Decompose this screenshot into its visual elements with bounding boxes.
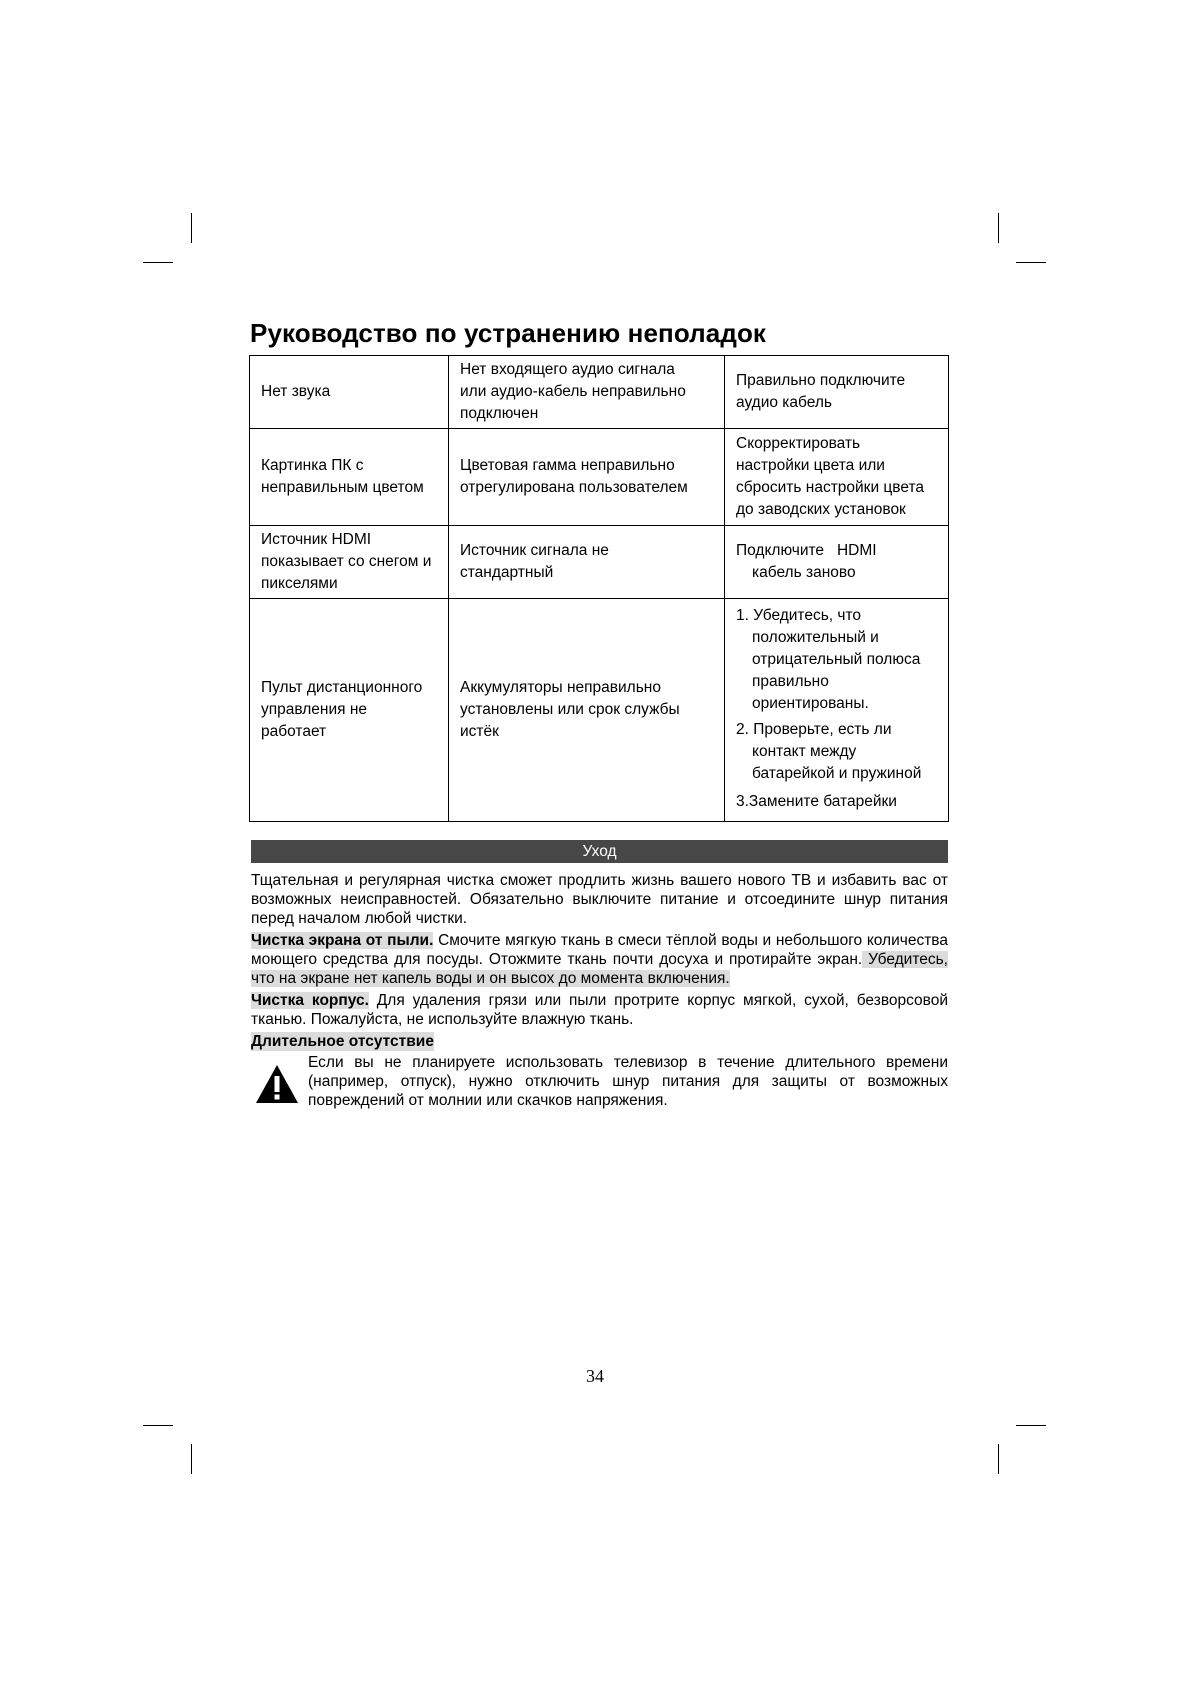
long-absence-heading: Длительное отсутствие [251, 1033, 434, 1050]
cell-line: стандартный [460, 564, 554, 581]
screen-cleaning-text: Смочите мягкую ткань в смеси тёплой воды и небольшого количества моющего средства для посуды. Отожмите ткань почти досуха и протирайте экран. [251, 932, 948, 968]
symptom-cell [250, 526, 449, 599]
table-row [250, 356, 949, 429]
cell-line: управления не [261, 701, 368, 718]
cell-line: контакт между [752, 743, 857, 760]
solution-step [736, 719, 940, 785]
page-title: Руководство по устранению неполадок [250, 318, 767, 348]
cell-line: отрицательный полюса [752, 651, 921, 668]
table-row [250, 526, 949, 599]
cell-line: сбросить настройки цвета [736, 479, 925, 496]
solution-cell [725, 526, 949, 599]
crop-mark [1016, 262, 1046, 263]
cause-cell [449, 599, 725, 822]
cell-line: ориентированы. [752, 695, 869, 712]
crop-mark [191, 1444, 192, 1474]
symptom-cell [250, 599, 449, 822]
cell-line: Аккумуляторы неправильно [460, 679, 661, 696]
solution-cell [725, 429, 949, 526]
cell-line: Скорректировать [736, 435, 861, 452]
cell-line: установлены или срок службы [460, 701, 680, 718]
screen-cleaning-label: Чистка экрана от пыли. [251, 932, 434, 949]
cell-line: Источник сигнала не [460, 542, 609, 559]
body-cleaning-text: Для удаления грязи или пыли протрите корпус мягкой, сухой, безворсовой тканью. Пожалуйста, не используйте влажную ткань. [251, 992, 948, 1028]
cell-line: правильно [752, 673, 829, 690]
cell-line: показывает со снегом и [261, 553, 432, 570]
solution-cell [725, 599, 949, 822]
cell-line: Пульт дистанционного [261, 679, 423, 696]
cell-line: Картинка ПК с [261, 457, 364, 474]
cause-cell [449, 356, 725, 429]
cell-line: батарейкой и пружиной [752, 765, 922, 782]
cell-line: Правильно подключите [736, 372, 906, 389]
crop-mark [998, 1444, 999, 1474]
cell-line: положительный и [752, 629, 879, 646]
table-row [250, 429, 949, 526]
cell-line: до заводских установок [736, 501, 906, 518]
symptom-cell [250, 429, 449, 526]
cell-line: аудио кабель [736, 394, 832, 411]
warning-block [251, 1053, 948, 1110]
solution-step [736, 605, 940, 715]
cause-cell [449, 429, 725, 526]
cell-line: Цветовая гамма неправильно [460, 457, 675, 474]
solution-cell [725, 356, 949, 429]
cell-line: работает [261, 723, 327, 740]
crop-mark [998, 213, 999, 243]
crop-mark [143, 262, 173, 263]
cell-line: Подключите HDMI [736, 542, 877, 559]
cell-line: неправильным цветом [261, 479, 424, 496]
cell-line: подключен [460, 405, 539, 422]
body-cleaning-paragraph [251, 991, 948, 1029]
crop-mark [143, 1425, 173, 1426]
cell-line: настройки цвета или [736, 457, 885, 474]
solution-step: 3.Замените батарейки [736, 793, 897, 810]
crop-mark [191, 213, 192, 243]
care-section-header: Уход [251, 840, 948, 863]
cell-line: 1. Убедитесь, что [736, 607, 862, 624]
troubleshooting-table [249, 355, 949, 822]
cell-line: Нет входящего аудио сигнала [460, 361, 675, 378]
screen-cleaning-text-b: Убедитесь, что на экране нет капель воды и он высох до момента включения. [251, 951, 948, 987]
screen-cleaning-paragraph [251, 931, 948, 988]
cell-line: отрегулирована пользователем [460, 479, 688, 496]
body-cleaning-label: Чистка корпус. [251, 992, 369, 1009]
symptom-cell [250, 356, 449, 429]
long-absence-text: Если вы не планируете использовать телевизор в течение длительного времени (например, отпуск), нужно отключить шнур питания для защиты от возможных повреждений от молнии или скачков напряжения. [308, 1054, 948, 1109]
warning-icon [254, 1063, 300, 1105]
cell-line: Нет звука [261, 383, 331, 400]
cell-line: кабель заново [752, 564, 856, 581]
cause-cell [449, 526, 725, 599]
cell-line: пикселями [261, 575, 338, 592]
care-intro: Тщательная и регулярная чистка сможет продлить жизнь вашего нового ТВ и избавить вас от возможных неисправностей. Обязательно выключите питание и отсоедините шнур питания перед началом любой чистки. [251, 872, 948, 927]
table-row [250, 599, 949, 822]
cell-line: 2. Проверьте, есть ли [736, 721, 892, 738]
cell-line: Источник HDMI [261, 531, 372, 548]
cell-line: истёк [460, 723, 499, 740]
care-section [251, 871, 948, 1110]
crop-mark [1016, 1425, 1046, 1426]
cell-line: или аудио-кабель неправильно [460, 383, 686, 400]
page-number: 34 [586, 1366, 604, 1386]
